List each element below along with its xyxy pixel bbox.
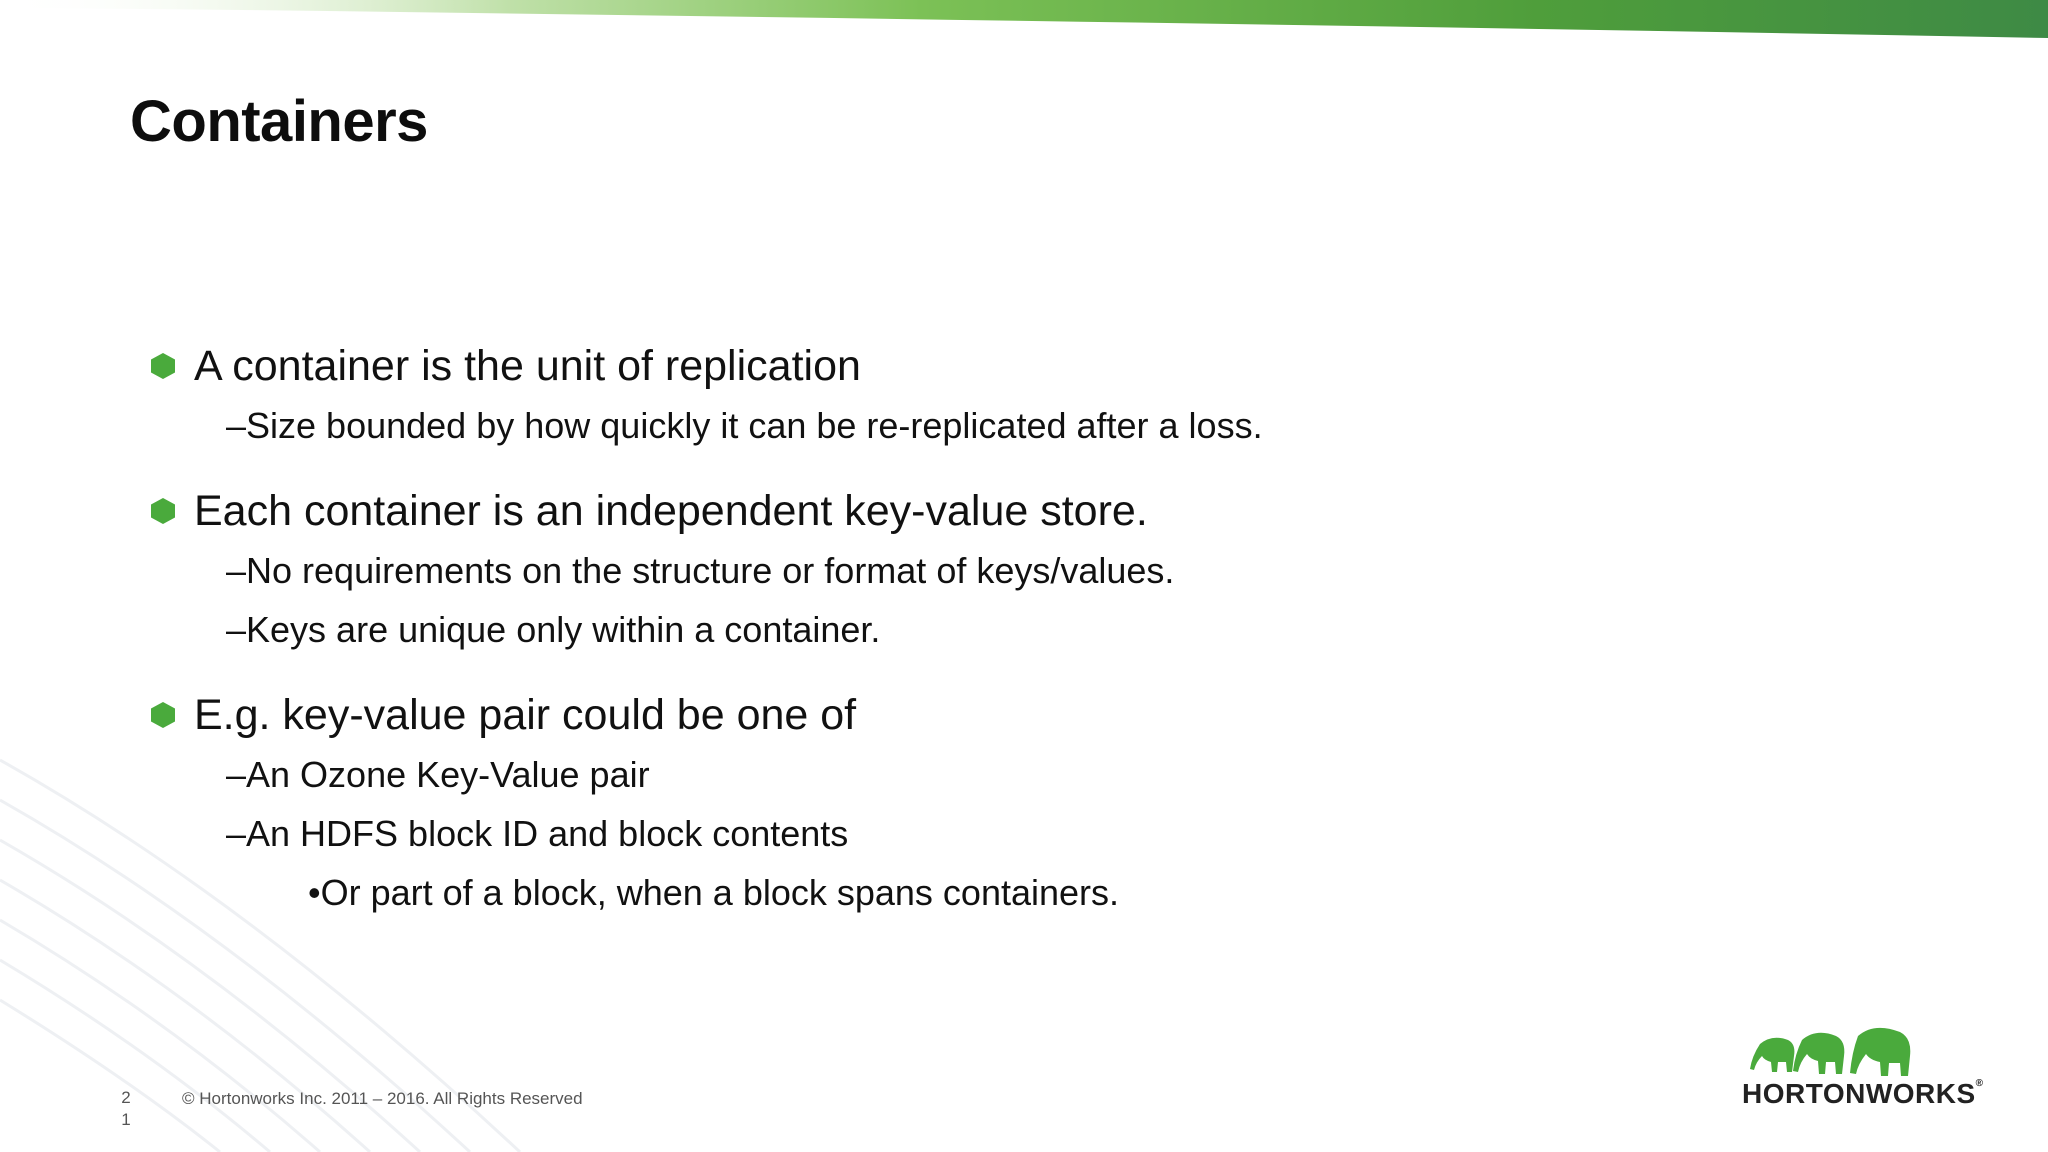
sub-bullet-item: –An HDFS block ID and block contents	[226, 812, 849, 854]
sub-bullet-item: –An Ozone Key-Value pair	[226, 753, 650, 795]
copyright-text: © Hortonworks Inc. 2011 – 2016. All Rights Reserved	[182, 1089, 583, 1108]
top-gradient-bar	[0, 0, 2048, 46]
logo-wordmark: HORTONWORKS®	[1742, 1078, 1984, 1109]
sub-bullet-item: –Size bounded by how quickly it can be re-replicated after a loss.	[226, 404, 1263, 446]
bullet-list	[150, 336, 1850, 922]
bullet-text: E.g. key-value pair could be one of	[194, 690, 857, 739]
sub-sub-bullet-item: •Or part of a block, when a block spans containers.	[308, 871, 1120, 913]
hexagon-bullet-icon	[150, 701, 176, 729]
sub-bullet-item: –Keys are unique only within a container.	[226, 608, 881, 650]
bullet-text: A container is the unit of replication	[194, 341, 861, 390]
slide-title: Containers	[130, 89, 428, 154]
bullet-item	[150, 685, 1850, 745]
sub-bullet-item: –No requirements on the structure or format of keys/values.	[226, 549, 1175, 591]
hexagon-bullet-icon	[150, 352, 176, 380]
hortonworks-logo	[1742, 1026, 1984, 1112]
hexagon-bullet-icon	[150, 497, 176, 525]
bullet-item	[150, 481, 1850, 541]
bullet-item	[150, 336, 1850, 396]
page-number: 2 1	[121, 1088, 131, 1129]
elephants-logo-icon	[1742, 1026, 1966, 1082]
bullet-text: Each container is an independent key-value store.	[194, 486, 1148, 535]
